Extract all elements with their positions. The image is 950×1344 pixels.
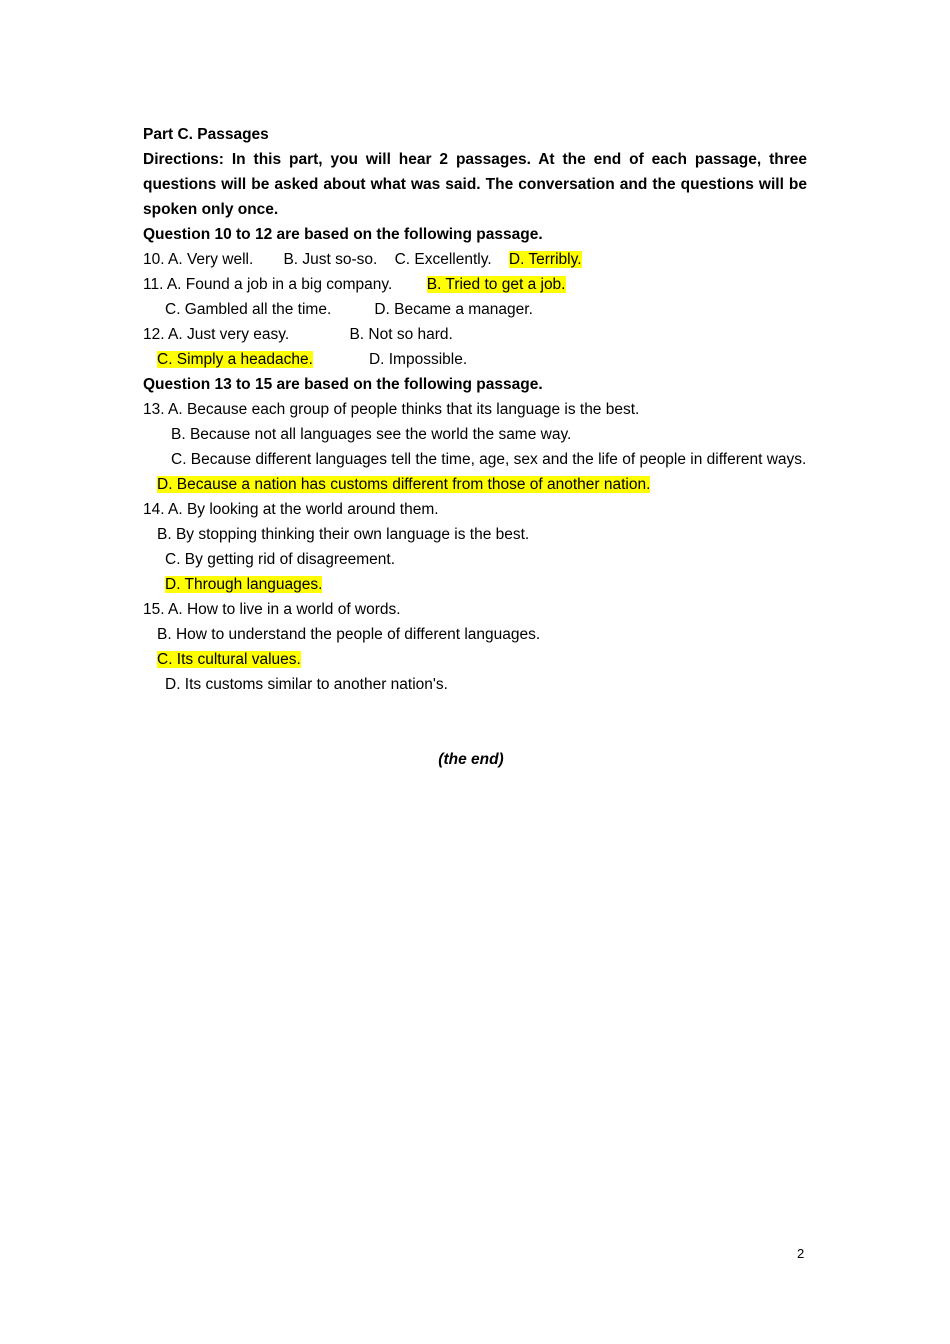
q15-option-c-wrap — [143, 647, 807, 672]
question-11-row-1 — [143, 272, 807, 297]
section-title: Part C. Passages — [143, 126, 269, 143]
q15-option-a: 15. A. How to live in a world of words. — [143, 601, 401, 618]
q11-option-a: 11. A. Found a job in a big company. — [143, 276, 393, 293]
q11-gap-1 — [392, 276, 426, 293]
q13-option-c: C. Because different languages tell the time, age, sex and the life of people in different ways. — [171, 451, 807, 468]
q10-option-d: D. Terribly. — [508, 251, 582, 268]
bottom-spacer — [143, 697, 807, 747]
q15-option-b: B. How to understand the people of different languages. — [157, 626, 541, 643]
q14-option-a: 14. A. By looking at the world around them. — [143, 501, 439, 518]
q12-gap-1 — [289, 326, 349, 343]
page-number: 2 — [797, 1246, 805, 1261]
directions-paragraph: Directions: In this part, you will hear 2 passages. At the end of each passage, three questions will be asked about what was said. The conversation and the questions will be spoken only once. — [143, 151, 812, 218]
q14-option-d: D. Through languages. — [165, 576, 323, 593]
q15-option-d: D. Its customs similar to another nation's. — [165, 676, 448, 693]
q10-gap-3 — [492, 251, 509, 268]
passage-one-heading: Question 10 to 12 are based on the following passage. — [143, 226, 543, 243]
q10-option-a: 10. A. Very well. — [143, 251, 254, 268]
q13-option-a: 13. A. Because each group of people thinks that its language is the best. — [143, 401, 640, 418]
q10-option-b: B. Just so-so. — [283, 251, 378, 268]
q13-option-b: B. Because not all languages see the world the same way. — [171, 426, 572, 443]
q10-gap-2 — [377, 251, 394, 268]
question-11-row-2 — [143, 297, 807, 322]
q11-option-b: B. Tried to get a job. — [426, 276, 566, 293]
passage-two-heading: Question 13 to 15 are based on the following passage. — [143, 376, 543, 393]
q14-option-c: C. By getting rid of disagreement. — [165, 551, 396, 568]
q11-gap-2 — [331, 301, 374, 318]
question-10-row — [143, 247, 807, 272]
q12-option-a: 12. A. Just very easy. — [143, 326, 290, 343]
q14-option-b: B. By stopping thinking their own language is the best. — [157, 526, 530, 543]
q13-option-d-wrap — [143, 472, 807, 497]
the-end-marker: (the end) — [438, 751, 504, 768]
q10-option-c: C. Excellently. — [394, 251, 492, 268]
q10-gap-1 — [253, 251, 283, 268]
q12-gap-2 — [313, 351, 369, 368]
question-12-row-1 — [143, 322, 807, 347]
q12-option-b: B. Not so hard. — [349, 326, 453, 343]
document-body — [143, 122, 812, 772]
q11-option-c: C. Gambled all the time. — [165, 301, 332, 318]
q13-option-d: D. Because a nation has customs different from those of another nation. — [157, 476, 651, 493]
question-12-row-2 — [143, 347, 807, 372]
q11-option-d: D. Became a manager. — [374, 301, 533, 318]
q14-option-d-wrap — [143, 572, 807, 597]
q12-option-d: D. Impossible. — [368, 351, 468, 368]
q15-option-c: C. Its cultural values. — [157, 651, 301, 668]
q12-option-c: C. Simply a headache. — [157, 351, 313, 368]
